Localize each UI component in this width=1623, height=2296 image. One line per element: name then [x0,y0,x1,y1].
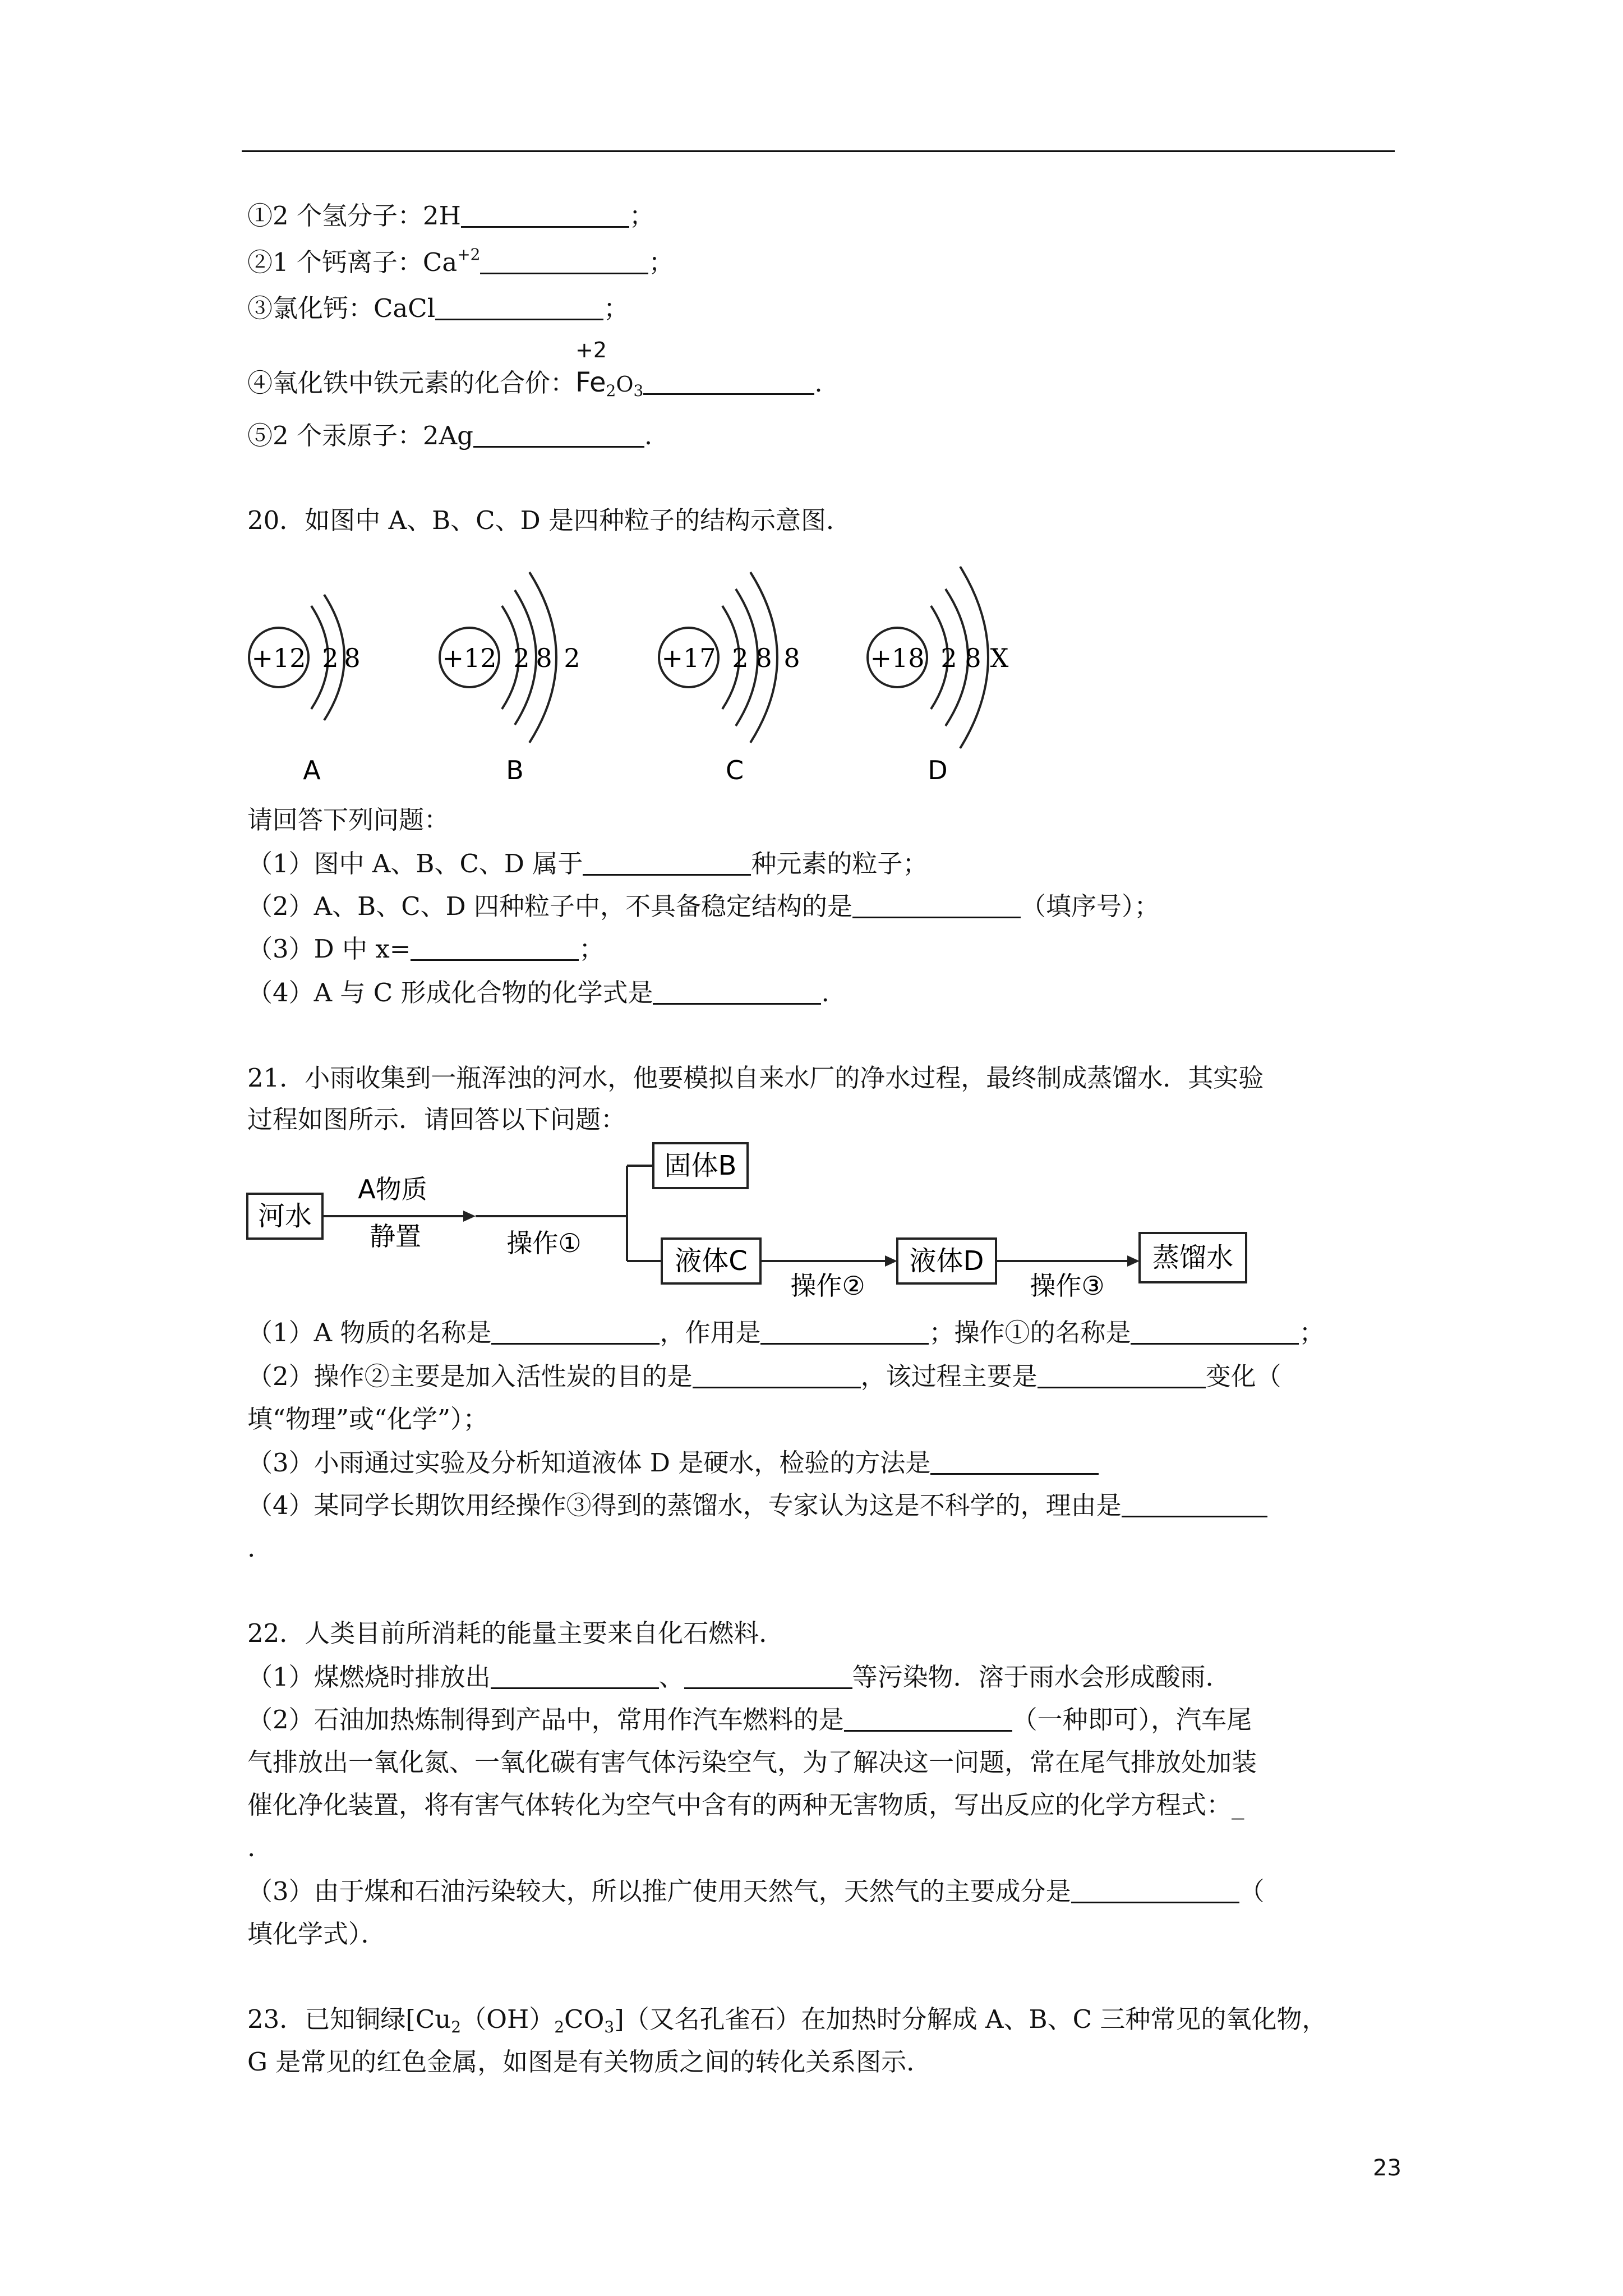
answer-blank[interactable] [491,1663,659,1689]
q22-part-2-end: . [247,1833,256,1862]
operation-1-label: 操作① [506,1228,582,1258]
answer-blank[interactable] [693,1362,861,1388]
atom-structure-b [440,572,580,785]
shell-electrons: 2 [564,643,580,673]
q22-stem: 22．人类目前所消耗的能量主要来自化石燃料． [247,1618,785,1648]
shell-electrons: 8 [755,643,772,673]
atom-label: C [725,755,744,785]
nucleus-charge: +12 [251,643,306,673]
q21-part-4: （4）某同学长期饮用经操作③得到的蒸馏水，专家认为这是不科学的，理由是 [247,1489,1267,1522]
q19-item-2: ②1 个钙离子：$Ca^{+2}$ ； [247,245,674,277]
answer-blank[interactable] [1038,1362,1206,1388]
q21-part-1: （1）A 物质的名称是 ，作用是 ；操作①的名称是 ； [247,1318,1325,1347]
q21-stem-line-2: 过程如图所示．请回答以下问题： [247,1105,626,1134]
substance-a-label: A物质 [358,1174,427,1204]
q21-stem-line-1: 21．小雨收集到一瓶浑浊的河水，他要模拟自来水厂的净水过程，最终制成蒸馏水．其实验 [247,1063,1264,1093]
shell-electrons: 8 [536,643,552,673]
q19-item-1: ①2 个氢分子：2H ； [247,201,654,231]
liquid-c-label: 液体C [675,1245,748,1277]
q20-prompt: 请回答下列问题： [247,805,450,835]
q21-part-3: （3）小雨通过实验及分析知道液体 D 是硬水，检验的方法是 [247,1446,1099,1480]
shell-electrons: 8 [344,643,361,673]
q22-part-2-line-3: 催化净化装置，将有害气体转化为空气中含有的两种无害物质，写出反应的化学方程式：_ [247,1790,1244,1820]
shell-electrons: 2 [940,643,957,673]
atom-structure-d [868,567,1009,785]
shell-electrons: 2 [322,643,339,673]
q20-part-3: （3）D 中 x= ； [247,934,605,964]
shell-electrons: X [990,643,1009,673]
nucleus-charge: +12 [442,643,497,673]
q19-item-4: ④氧化铁中铁元素的化合价： +2 $Fe_2O_3$ . [247,338,823,400]
q22-part-2: （2）石油加热炼制得到产品中，常用作汽车燃料的是 （一种即可），汽车尾 [247,1705,1252,1734]
answer-blank[interactable] [930,1448,1099,1475]
q22-part-2-line-2: 气排放出一氧化氮、一氧化碳有害气体污染空气，为了解决这一问题，常在尾气排放处加装 [247,1747,1257,1777]
purification-flow-diagram [247,1143,1246,1301]
q20-part-1: （1）图中 A、B、C、D 属于 种元素的粒子； [247,849,928,878]
atom-label: B [506,755,524,785]
nucleus-charge: +18 [870,643,925,673]
atom-label: A [303,755,321,785]
page-number: 23 [1373,2155,1401,2181]
distilled-water-label: 蒸馏水 [1152,1242,1234,1273]
q21-part-2-cont: 填“物理”或“化学”）； [247,1404,488,1434]
q22-part-3: （3）由于煤和石油污染较大，所以推广使用天然气，天然气的主要成分是 （ [247,1876,1265,1906]
q20-part-2: （2）A、B、C、D 四种粒子中，不具备稳定结构的是 （填序号）； [247,891,1160,921]
operation-2-label: 操作② [790,1271,865,1301]
answer-blank[interactable] [844,1705,1012,1732]
liquid-d-label: 液体D [909,1245,984,1277]
nucleus-charge: +17 [661,643,716,673]
q20-stem: 20．如图中 A、B、C、D 是四种粒子的结构示意图． [247,505,851,535]
shell-electrons: 8 [965,643,981,673]
atom-label: D [928,755,948,785]
shell-electrons: 2 [732,643,749,673]
arrow-head [885,1255,897,1267]
q23-stem-line-1: 23．已知铜绿$[Cu_2(OH)_2CO_3]$（又名孔雀石）在加热时分解成 A、B、C 三种常见的氧化物， [247,2004,1327,2036]
q19-item-3: ③氯化钙：CaCl ； [247,293,629,323]
atom-structure-c [659,572,800,785]
answer-blank[interactable] [1071,1877,1239,1903]
arrow-head [1127,1255,1140,1267]
answer-blank[interactable] [1131,1318,1299,1345]
answer-blank[interactable] [583,849,751,876]
shell-electrons: 2 [513,643,530,673]
operation-3-label: 操作③ [1030,1271,1105,1301]
q21-part-4-end: . [247,1533,256,1563]
q20-part-4: （4）A 与 C 形成化合物的化学式是 . [247,978,829,1007]
answer-blank[interactable] [1122,1491,1267,1517]
iron-oxide-formula: +2 Fe [575,338,607,398]
answer-blank[interactable] [491,1318,660,1345]
q21-part-2: （2）操作②主要是加入活性炭的目的是 ，该过程主要是 变化（ [247,1361,1281,1391]
solid-b-label: 固体B [664,1150,737,1181]
answer-blank[interactable] [684,1663,852,1689]
q22-part-3-cont: 填化学式）． [247,1919,386,1949]
answer-blank[interactable] [760,1318,929,1345]
answer-blank[interactable] [411,935,579,961]
shell-electrons: 8 [783,643,800,673]
q19-item-5: ⑤2 个汞原子：2Ag . [247,421,653,450]
answer-blank[interactable] [852,892,1021,918]
q22-part-1: （1）煤燃烧时排放出 、 等污染物．溶于雨水会形成酸雨． [247,1662,1231,1692]
arrow-head [463,1211,476,1222]
atom-structure-a [249,595,361,785]
answer-blank[interactable] [653,978,821,1005]
standing-label: 静置 [370,1221,421,1251]
river-water-label: 河水 [257,1200,312,1232]
q23-stem-line-2: G 是常见的红色金属，如图是有关物质之间的转化关系图示． [247,2047,932,2077]
